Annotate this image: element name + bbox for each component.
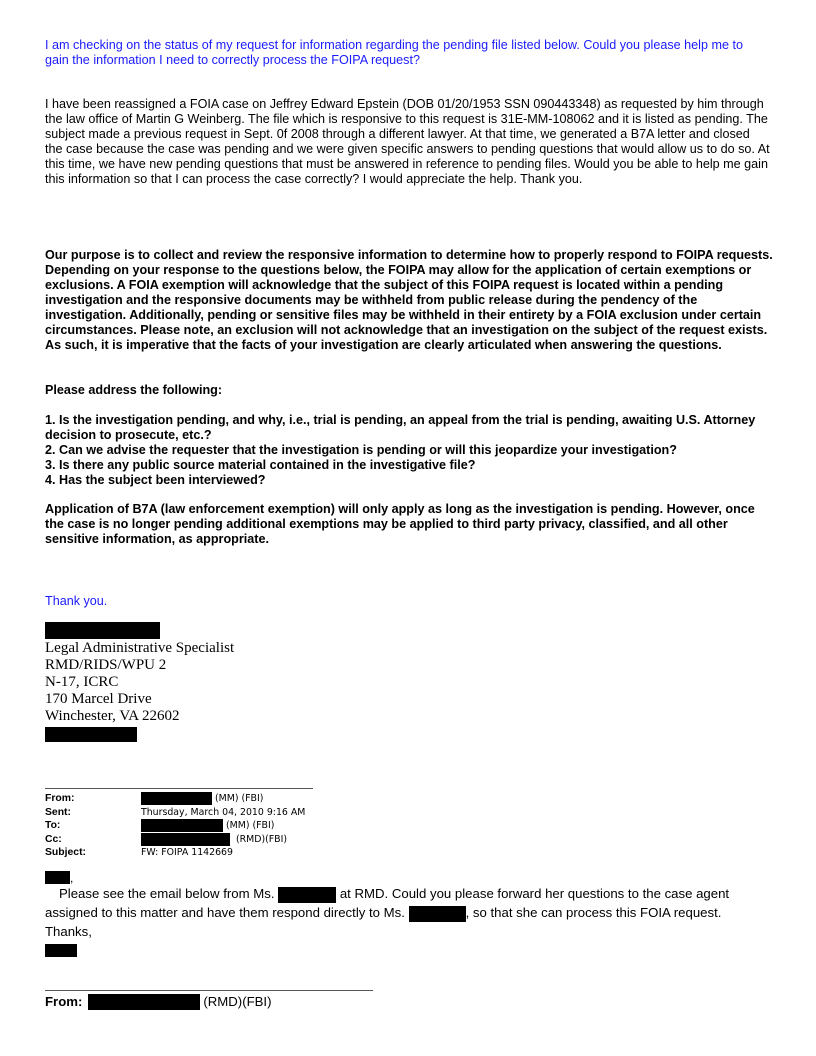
request-paragraph: I have been reassigned a FOIA case on Jeffrey Edward Epstein (DOB 01/20/1953 SSN 090443348) as requested by him through the law office of Martin G Weinberg. The file which is responsive to this request is 31E-MM-108062 and it is listed as pending. The subject made a previous request in Sept. 0f 2008 through a different lawyer. At that time, we generated a B7A letter and closed the case because the case was pending and we were given specific answers to pending questions that would allow us to do so. At this time, we have new pending questions that must be answered in reference to pending files. Would you be able to help me gain this information so that I can process the case correctly? I would appreciate the help. Thank you. (45, 97, 770, 186)
header-cc-row (45, 833, 305, 847)
redacted-phone (45, 727, 137, 742)
b7a-note: Application of B7A (law enforcement exemption) will only apply as long as the investigation is pending. However, once the case is no longer pending additional exemptions may be applied to third party privacy, classified, and all other sensitive information, as appropriate. (45, 502, 755, 546)
question-3: 3. Is there any public source material contained in the investigative file? (45, 458, 476, 472)
header-sent-row (45, 806, 305, 820)
question-1: 1. Is the investigation pending, and why, i.e., trial is pending, an appeal from the trial is pending, awaiting U.S. Attorney decision to prosecute, etc.? (45, 413, 756, 442)
separator-rule (45, 788, 313, 789)
redacted-greeting (45, 871, 70, 884)
email-header (45, 792, 305, 860)
redacted-footer-from (88, 994, 200, 1010)
redacted-from (141, 792, 212, 805)
forward-line1b: at RMD. Could you please forward her questions to the case agent (339, 886, 730, 901)
signature-office: N-17, ICRC (45, 674, 119, 690)
address-heading: Please address the following: (45, 383, 223, 397)
signature-title: Legal Administrative Specialist (45, 640, 235, 656)
forward-thanks: Thanks, (45, 924, 92, 939)
subject-label: Subject: (45, 847, 86, 858)
question-2: 2. Can we advise the requester that the investigation is pending or will this jeopardize your investigation? (45, 443, 677, 457)
question-4: 4. Has the subject been interviewed? (45, 473, 266, 487)
questions-list (45, 413, 770, 488)
header-to-row (45, 819, 305, 833)
signature-city: Winchester, VA 22602 (45, 708, 180, 724)
to-suffix: (MM) (FBI) (226, 820, 275, 831)
redacted-signoff (45, 944, 77, 957)
footer-from-label: From: (45, 994, 83, 1009)
cc-label: Cc: (45, 833, 62, 845)
signature-redaction (45, 726, 137, 744)
to-label: To: (45, 820, 61, 831)
signature-street: 170 Marcel Drive (45, 691, 152, 707)
intro-text: I am checking on the status of my request for information regarding the pending file listed below. Could you please help me to gain the information I need to correctly process the FOIPA request? (45, 38, 743, 67)
sent-value: Thursday, March 04, 2010 9:16 AM (141, 806, 306, 818)
signature-block (45, 622, 160, 640)
redacted-name (45, 622, 160, 639)
cc-suffix: (RMD)(FBI) (236, 833, 288, 845)
header-subject-row (45, 846, 305, 860)
thanks-text: Thank you. (45, 594, 108, 608)
redacted-ms-1 (278, 887, 336, 903)
redacted-cc (141, 833, 230, 846)
purpose-paragraph: Our purpose is to collect and review the responsive information to determine how to properly respond to FOIPA requests. Depending on your response to the questions below, the FOIPA may allow for the application of certain exemptions or exclusions. A FOIA exemption will acknowledge that the subject of this FOIPA request is located within a pending investigation and the responsive documents may be withheld from public release during the pendency of the investigation. Additionally, pending or sensitive files may be withheld in their entirety by a FOIA exclusion under certain circumstances. Please note, an exclusion will not acknowledge that an investigation on the subject of the request exists. As such, it is imperative that the facts of your investigation are clearly articulated when answering the questions. (45, 248, 773, 352)
signature-lines (45, 640, 234, 725)
sent-label: Sent: (45, 806, 71, 818)
signature-unit: RMD/RIDS/WPU 2 (45, 657, 167, 673)
forward-line2a: assigned to this matter and have them respond directly to Ms. (45, 905, 405, 920)
forward-line2b: , so that she can process this FOIA request. (465, 905, 722, 920)
footer-from-suffix: (RMD)(FBI) (203, 994, 272, 1009)
forward-message (45, 884, 775, 941)
redacted-ms-2 (409, 906, 466, 922)
from-label: From: (45, 793, 75, 804)
footer-from (45, 993, 272, 1010)
forward-signoff (45, 942, 77, 960)
subject-value: FW: FOIPA 1142669 (141, 847, 233, 858)
redacted-to (141, 819, 223, 832)
header-from-row (45, 792, 305, 806)
forward-line1a: Please see the email below from Ms. (59, 886, 275, 901)
bottom-rule (45, 990, 373, 991)
greeting-comma: , (70, 871, 74, 885)
from-suffix: (MM) (FBI) (215, 793, 264, 804)
